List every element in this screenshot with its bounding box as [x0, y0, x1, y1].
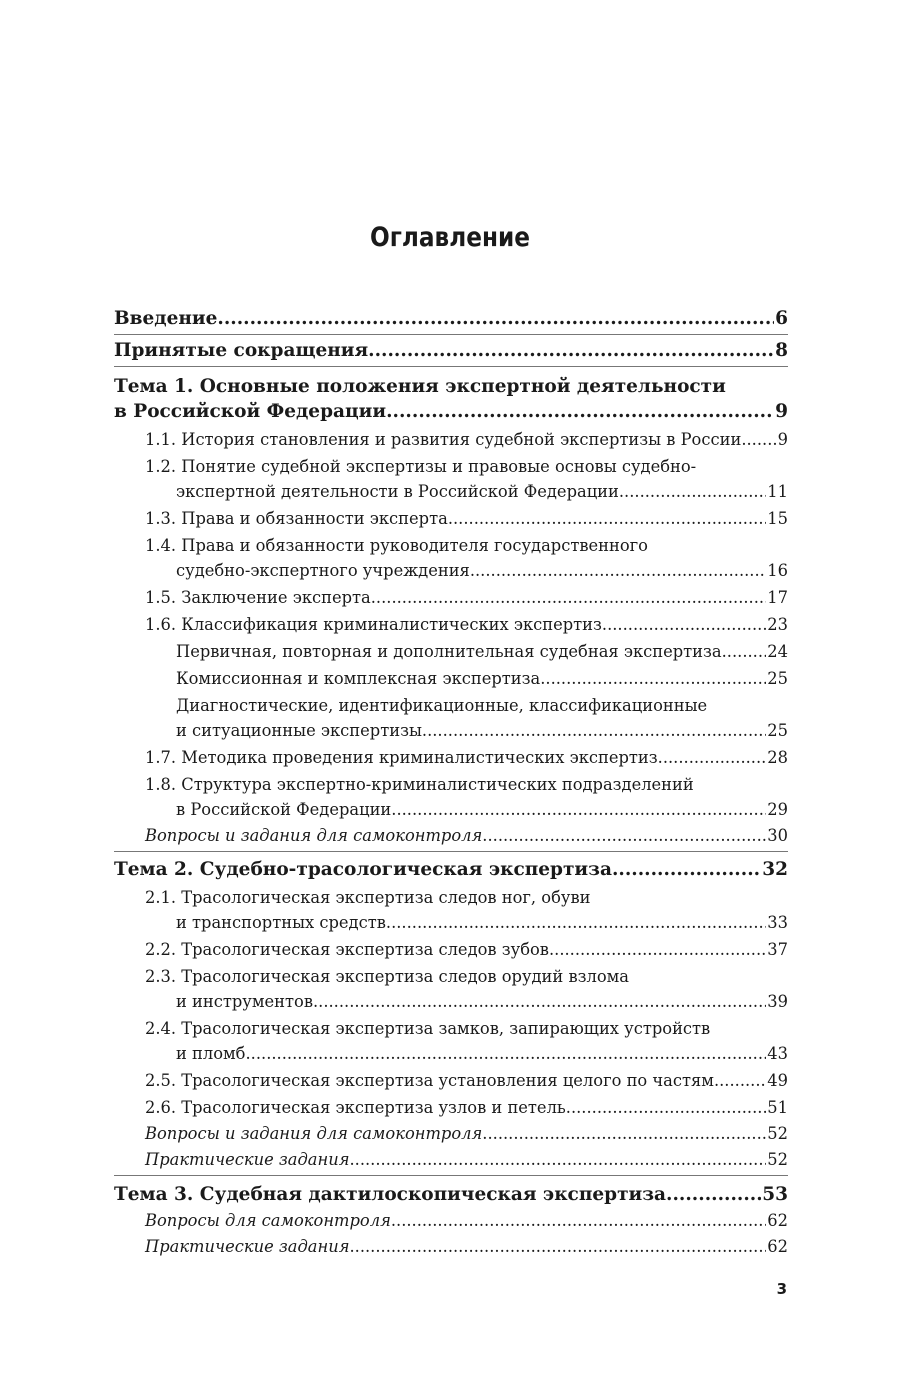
- toc-entry-1-1[interactable]: [114, 427, 788, 452]
- toc-entry-2-2[interactable]: [114, 937, 788, 962]
- toc-page: 9: [777, 430, 788, 449]
- leader-dots: [540, 666, 766, 691]
- leader-dots: [619, 479, 766, 504]
- toc-label: и инструментов: [176, 992, 313, 1011]
- toc-label: Вопросы для самоконтроля: [145, 1211, 391, 1230]
- toc-page: 37: [767, 940, 788, 959]
- leader-dots: [368, 338, 774, 363]
- page-title: Оглавление: [369, 222, 531, 253]
- toc-page: 43: [767, 1044, 788, 1063]
- leader-dots: [549, 937, 766, 962]
- toc-page: 16: [767, 561, 788, 580]
- toc-entry-2-4-line1[interactable]: 2.4. Трасологическая экспертиза замков, запирающих устройств: [145, 1019, 711, 1038]
- leader-dots: [371, 585, 767, 610]
- toc-label: 2.5. Трасологическая экспертиза установления целого по частям: [145, 1071, 714, 1090]
- toc-entry-2-practice[interactable]: [114, 1147, 788, 1172]
- toc-page: 62: [767, 1211, 788, 1230]
- toc-page: 33: [767, 913, 788, 932]
- toc-label: Принятые сокращения: [114, 340, 369, 361]
- leader-dots: [470, 558, 766, 583]
- leader-dots: [666, 1182, 761, 1207]
- toc-entry-1-6-c[interactable]: [114, 718, 788, 743]
- leader-dots: [391, 797, 766, 822]
- toc-page: 24: [767, 642, 788, 661]
- toc-entry-topic-1[interactable]: [114, 399, 788, 424]
- page-number: 3: [776, 1280, 787, 1298]
- leader-dots: [658, 745, 767, 770]
- leader-dots: [448, 506, 766, 531]
- toc-label: и транспортных средств: [176, 913, 386, 932]
- toc-entry-2-5[interactable]: [114, 1068, 788, 1093]
- toc-page: 6: [775, 308, 788, 329]
- toc-page: 52: [767, 1124, 788, 1143]
- toc-page: 49: [767, 1071, 788, 1090]
- toc-page: 17: [767, 588, 788, 607]
- toc-label: Вопросы и задания для самоконтроля: [145, 826, 483, 845]
- leader-dots: [722, 639, 767, 664]
- toc-entry-2-4[interactable]: [114, 1041, 788, 1066]
- leader-dots: [741, 427, 776, 452]
- toc-entry-3-questions[interactable]: [114, 1208, 788, 1233]
- toc-entry-1-7[interactable]: [114, 745, 788, 770]
- toc-entry-2-1[interactable]: [114, 910, 788, 935]
- leader-dots: [246, 1041, 767, 1066]
- toc-label: 2.6. Трасологическая экспертиза узлов и петель: [145, 1098, 566, 1117]
- toc-entry-1-6-c-line1[interactable]: Диагностические, идентификационные, классификационные: [176, 696, 708, 715]
- toc-page: 9: [775, 401, 788, 422]
- toc-topic-1: [114, 367, 788, 851]
- toc-entry-1-5[interactable]: [114, 585, 788, 610]
- toc-entry-1-8-line1[interactable]: 1.8. Структура экспертно-криминалистических подразделений: [145, 775, 694, 794]
- toc-label: 1.5. Заключение эксперта: [145, 588, 371, 607]
- toc-page: 51: [767, 1098, 788, 1117]
- toc-entry-1-8[interactable]: [114, 797, 788, 822]
- toc-label: Комиссионная и комплексная экспертиза: [176, 669, 541, 688]
- toc-label: 1.7. Методика проведения криминалистических экспертиз: [145, 748, 658, 767]
- toc-entry-1-questions[interactable]: [114, 823, 788, 848]
- toc-entry-1-4[interactable]: [114, 558, 788, 583]
- toc-label: в Российской Федерации: [114, 401, 387, 422]
- table-of-contents: [114, 306, 788, 1259]
- toc-page: 39: [767, 992, 788, 1011]
- leader-dots: [714, 1068, 766, 1093]
- divider: [114, 334, 788, 335]
- toc-entry-1-4-line1[interactable]: 1.4. Права и обязанности руководителя государственного: [145, 536, 648, 555]
- toc-label: 1.6. Классификация криминалистических экспертиз: [145, 615, 602, 634]
- toc-entry-2-3[interactable]: [114, 989, 788, 1014]
- leader-dots: [349, 1147, 766, 1172]
- toc-page: 62: [767, 1237, 788, 1256]
- toc-page: 52: [767, 1150, 788, 1169]
- toc-label: судебно-экспертного учреждения: [176, 561, 470, 580]
- toc-entry-2-6[interactable]: [114, 1095, 788, 1120]
- toc-entry-2-questions[interactable]: [114, 1121, 788, 1146]
- leader-dots: [422, 718, 766, 743]
- leader-dots: [349, 1234, 766, 1259]
- toc-topic-3: [114, 1176, 788, 1259]
- toc-label: Вопросы и задания для самоконтроля: [145, 1124, 483, 1143]
- toc-entry-1-6[interactable]: [114, 612, 788, 637]
- leader-dots: [386, 910, 766, 935]
- toc-page: 25: [767, 721, 788, 740]
- leader-dots: [313, 989, 766, 1014]
- leader-dots: [602, 612, 766, 637]
- toc-entry-2-1-line1[interactable]: 2.1. Трасологическая экспертиза следов ног, обуви: [145, 888, 591, 907]
- toc-topic-2: [114, 852, 788, 1175]
- toc-page: 8: [775, 340, 788, 361]
- toc-entry-abbreviations[interactable]: [114, 338, 788, 363]
- toc-entry-1-6-a[interactable]: [114, 639, 788, 664]
- toc-entry-topic-2[interactable]: [114, 857, 788, 882]
- toc-label: Практические задания: [145, 1150, 350, 1169]
- toc-page: 25: [767, 669, 788, 688]
- toc-label: и пломб: [176, 1044, 246, 1063]
- toc-entry-1-2-line1[interactable]: 1.2. Понятие судебной экспертизы и правовые основы судебно-: [145, 457, 697, 476]
- toc-entry-1-3[interactable]: [114, 506, 788, 531]
- leader-dots: [386, 399, 774, 424]
- toc-page: 53: [762, 1184, 788, 1205]
- toc-topic-title-line[interactable]: Тема 1. Основные положения экспертной деятельности: [114, 376, 726, 397]
- leader-dots: [482, 1121, 766, 1146]
- toc-page: 30: [767, 826, 788, 845]
- toc-entry-intro[interactable]: [114, 306, 788, 331]
- toc-label: Введение: [114, 308, 218, 329]
- toc-label: Тема 3. Судебная дактилоскопическая экспертиза: [114, 1184, 667, 1205]
- leader-dots: [566, 1095, 767, 1120]
- toc-entry-2-3-line1[interactable]: 2.3. Трасологическая экспертиза следов орудий взлома: [145, 967, 630, 986]
- toc-entry-topic-3[interactable]: [114, 1182, 788, 1207]
- toc-page: 28: [767, 748, 788, 767]
- toc-label: 1.1. История становления и развития судебной экспертизы в России: [145, 430, 742, 449]
- toc-label: Первичная, повторная и дополнительная судебная экспертиза: [176, 642, 722, 661]
- toc-label: и ситуационные экспертизы: [176, 721, 422, 740]
- toc-label: в Российской Федерации: [176, 800, 392, 819]
- toc-label: Тема 2. Судебно-трасологическая экспертиза: [114, 859, 612, 880]
- leader-dots: [391, 1208, 766, 1233]
- toc-label: 2.2. Трасологическая экспертиза следов зубов: [145, 940, 549, 959]
- toc-entry-1-2[interactable]: [114, 479, 788, 504]
- leader-dots: [612, 857, 761, 882]
- toc-page: 29: [767, 800, 788, 819]
- toc-label: экспертной деятельности в Российской Федерации: [176, 482, 619, 501]
- leader-dots: [482, 823, 766, 848]
- toc-page: 23: [767, 615, 788, 634]
- toc-label: Практические задания: [145, 1237, 350, 1256]
- toc-page: 15: [767, 509, 788, 528]
- toc-label: 1.3. Права и обязанности эксперта: [145, 509, 448, 528]
- toc-entry-1-6-b[interactable]: [114, 666, 788, 691]
- toc-page: 32: [762, 859, 788, 880]
- toc-entry-3-practice[interactable]: [114, 1234, 788, 1259]
- toc-page: 11: [767, 482, 788, 501]
- leader-dots: [217, 306, 774, 331]
